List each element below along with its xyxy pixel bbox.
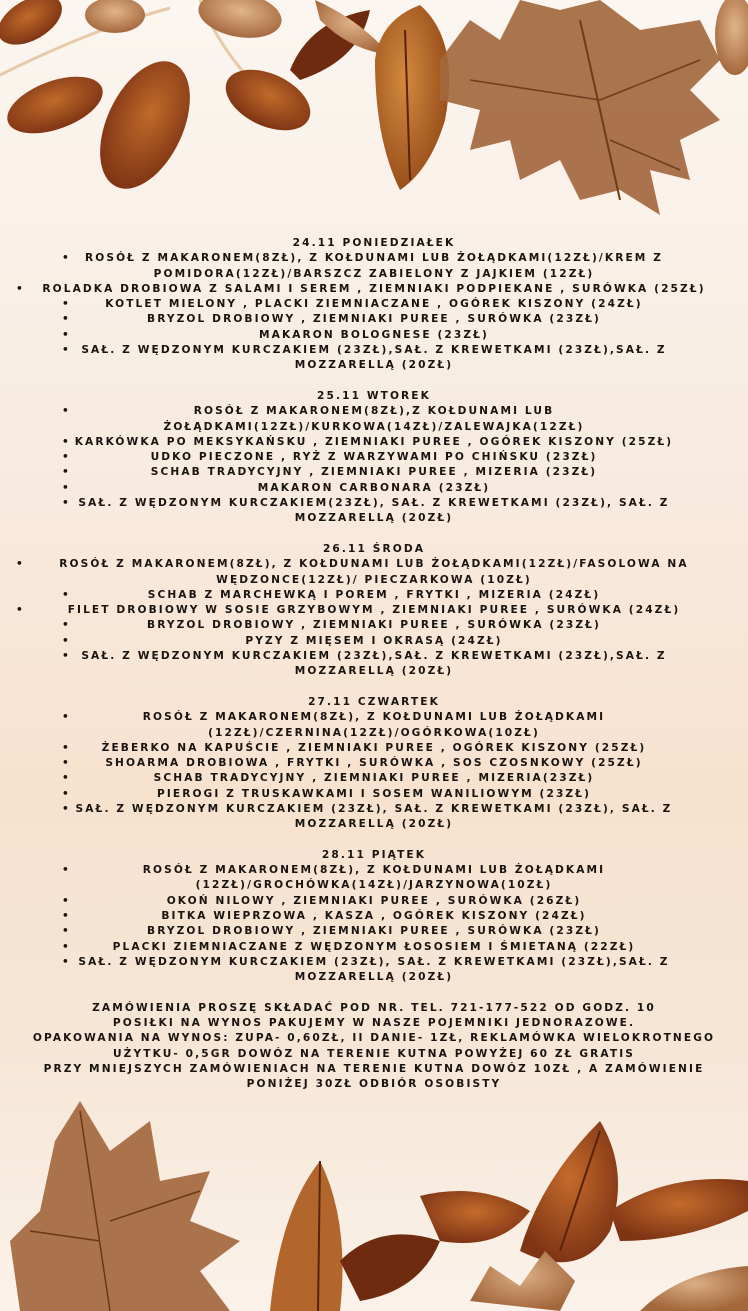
bullet-icon: • <box>62 298 71 311</box>
bullet-icon: • <box>62 466 71 479</box>
menu-item-text: SCHAB Z MARCHEWKĄ I POREM , FRYTKI , MIZERIA (24ZŁ) <box>147 588 601 601</box>
menu-item <box>0 496 748 527</box>
bullet-icon: • <box>62 328 71 341</box>
menu-item-text: SCHAB TRADYCYJNY , ZIEMNIAKI PUREE , MIZERIA(23ZŁ) <box>153 772 595 785</box>
menu-item-text: SCHAB TRADYCYJNY , ZIEMNIAKI PUREE , MIZERIA (23ZŁ) <box>150 466 598 479</box>
menu-item-text: SAŁ. Z WĘDZONYM KURCZAKIEM (23ZŁ), SAŁ. Z KREWETKAMI (23ZŁ), SAŁ. Z MOZZARELLĄ (20ZŁ) <box>75 802 673 831</box>
day-title: 26.11 ŚRODA <box>322 542 426 555</box>
autumn-leaves-top-decoration <box>0 0 748 230</box>
day-title: 28.11 PIĄTEK <box>321 848 427 861</box>
delivery-info-text: PRZY MNIEJSZYCH ZAMÓWIENIACH NA TERENIE KUTNA DOWÓZ 10ZŁ , A ZAMÓWIENIE PONIŻEJ 30ZŁ ODBIÓR OSOBISTY <box>43 1063 705 1091</box>
bullet-icon: • <box>62 481 71 494</box>
bullet-icon: • <box>62 925 71 938</box>
menu-item-text: ROSÓŁ Z MAKARONEM(8ZŁ),Z KOŁDUNAMI LUB ŻOŁĄDKAMI(12ZŁ)/KURKOWA(14ZŁ)/ZALEWAJKA(12ZŁ) <box>163 405 585 433</box>
menu-item-text: SAŁ. Z WĘDZONYM KURCZAKIEM (23ZŁ), SAŁ. Z KREWETKAMI (23ZŁ),SAŁ. Z MOZZARELLĄ (20ZŁ) <box>78 955 670 984</box>
menu-item <box>0 465 748 480</box>
packaging-prices-text: OPAKOWANIA NA WYNOS: ZUPA- 0,60ZŁ, II DANIE- 1ZŁ, REKLAMÓWKA WIELOKROTNEGO UŻYTKU- 0,5GR DOWÓZ NA TERENIE KUTNA POWYŻEJ 60 ZŁ GRATIS <box>32 1032 716 1060</box>
menu-item <box>0 787 748 802</box>
day-tuesday <box>0 389 748 527</box>
menu-item-text: PLACKI ZIEMNIACZANE Z WĘDZONYM ŁOSOSIEM I ŚMIETANĄ (22ZŁ) <box>112 940 636 953</box>
bullet-icon: • <box>62 910 71 923</box>
bullet-icon: • <box>62 344 71 357</box>
menu-item <box>0 894 748 909</box>
bullet-icon: • <box>62 588 71 601</box>
menu-item-text: ROSÓŁ Z MAKARONEM(8ZŁ), Z KOŁDUNAMI LUB ŻOŁĄDKAMI (12ZŁ)/CZERNINA(12ZŁ)/OGÓRKOWA(10ZŁ) <box>142 711 606 739</box>
menu-item <box>0 603 748 618</box>
menu-item <box>0 940 748 955</box>
packaging-text: POSIŁKI NA WYNOS PAKUJEMY W NASZE POJEMNIKI JEDNORAZOWE. <box>112 1017 636 1030</box>
bullet-icon: • <box>62 451 71 464</box>
day-friday <box>0 848 748 986</box>
menu-item-text: SHOARMA DROBIOWA , FRYTKI , SURÓWKA , SOS CZOSNKOWY (25ZŁ) <box>105 757 643 770</box>
menu-item <box>0 710 748 741</box>
day-title: 25.11 WTOREK <box>317 389 431 402</box>
menu-item-text: UDKO PIECZONE , RYŻ Z WARZYWAMI PO CHIŃSKU (23ZŁ) <box>150 451 598 464</box>
menu-item <box>0 557 748 588</box>
bullet-icon: • <box>62 741 71 754</box>
bullet-icon: • <box>62 634 71 647</box>
bullet-icon: • <box>62 864 71 877</box>
menu-item <box>0 435 748 450</box>
menu-item <box>0 955 748 986</box>
menu-item-text: OKOŃ NILOWY , ZIEMNIAKI PUREE , SURÓWKA (26ZŁ) <box>166 894 582 907</box>
menu-item-text: BRYZOL DROBIOWY , ZIEMNIAKI PUREE , SURÓWKA (23ZŁ) <box>147 925 601 938</box>
bullet-icon: • <box>62 405 71 418</box>
menu-item <box>0 282 748 297</box>
menu-item <box>0 312 748 327</box>
bullet-icon: • <box>62 757 71 770</box>
menu-item <box>0 618 748 633</box>
bullet-icon: • <box>16 282 25 295</box>
bullet-icon: • <box>62 313 71 326</box>
menu-item <box>0 328 748 343</box>
bullet-icon: • <box>62 802 71 815</box>
day-title: 24.11 PONIEDZIAŁEK <box>292 237 456 249</box>
menu-item-text: KOTLET MIELONY , PLACKI ZIEMNIACZANE , OGÓREK KISZONY (24ZŁ) <box>105 298 643 311</box>
menu-item-text: ROLADKA DROBIOWA Z SALAMI I SEREM , ZIEMNIAKI PODPIEKANE , SURÓWKA (25ZŁ) <box>42 282 706 295</box>
menu-item <box>0 771 748 786</box>
day-wednesday <box>0 542 748 680</box>
bullet-icon: • <box>62 940 71 953</box>
menu-item <box>0 343 748 374</box>
menu-item <box>0 450 748 465</box>
menu-item <box>0 802 748 833</box>
bullet-icon: • <box>62 787 71 800</box>
menu-item-text: BRYZOL DROBIOWY , ZIEMNIAKI PUREE , SURÓWKA (23ZŁ) <box>147 619 601 632</box>
menu-item <box>0 909 748 924</box>
menu-item-text: SAŁ. Z WĘDZONYM KURCZAKIEM (23ZŁ),SAŁ. Z KREWETKAMI (23ZŁ),SAŁ. Z MOZZARELLĄ (20ZŁ) <box>81 650 667 678</box>
menu-item-text: KARKÓWKA PO MEKSYKAŃSKU , ZIEMNIAKI PUREE , OGÓREK KISZONY (25ZŁ) <box>74 435 674 448</box>
autumn-leaves-bottom-decoration <box>0 1101 748 1311</box>
menu-item <box>0 649 748 680</box>
bullet-icon: • <box>62 711 71 724</box>
menu-item-text: SAŁ. Z WĘDZONYM KURCZAKIEM (23ZŁ),SAŁ. Z KREWETKAMI (23ZŁ),SAŁ. Z MOZZARELLĄ (20ZŁ) <box>81 344 667 372</box>
menu-item <box>0 297 748 312</box>
day-title: 27.11 CZWARTEK <box>308 695 440 708</box>
menu-item-text: PYZY Z MIĘSEM I OKRASĄ (24ZŁ) <box>245 634 503 647</box>
menu-item-text: ROSÓŁ Z MAKARONEM(8ZŁ), Z KOŁDUNAMI LUB ŻOŁĄDKAMI(12ZŁ)/FASOLOWA NA WĘDZONCE(12ZŁ)/ PIECZARKOWA (10ZŁ) <box>59 558 689 586</box>
bullet-icon: • <box>16 604 25 617</box>
bullet-icon: • <box>16 558 25 571</box>
menu-item <box>0 588 748 603</box>
bullet-icon: • <box>62 435 71 448</box>
menu-item-text: ŻEBERKO NA KAPUŚCIE , ZIEMNIAKI PUREE , OGÓREK KISZONY (25ZŁ) <box>101 741 647 754</box>
bullet-icon: • <box>62 894 71 907</box>
menu-item-text: FILET DROBIOWY W SOSIE GRZYBOWYM , ZIEMNIAKI PUREE , SURÓWKA (24ZŁ) <box>67 604 681 617</box>
order-info <box>0 1001 748 1093</box>
bullet-icon: • <box>62 497 71 510</box>
menu-item-text: BRYZOL DROBIOWY , ZIEMNIAKI PUREE , SURÓWKA (23ZŁ) <box>147 313 601 326</box>
menu-item-text: MAKARON BOLOGNESE (23ZŁ) <box>259 328 489 341</box>
menu-item <box>0 634 748 649</box>
menu-item-text: ROSÓŁ Z MAKARONEM(8ZŁ), Z KOŁDUNAMI LUB ŻOŁĄDKAMI(12ZŁ)/KREM Z POMIDORA(12ZŁ)/BARSZCZ ZABIELONY Z JAJKIEM (12ZŁ) <box>84 252 663 280</box>
day-thursday <box>0 695 748 833</box>
menu-item-text: SAŁ. Z WĘDZONYM KURCZAKIEM(23ZŁ), SAŁ. Z KREWETKAMI (23ZŁ), SAŁ. Z MOZZARELLĄ (20ZŁ) <box>78 497 670 525</box>
menu-item-text: BITKA WIEPRZOWA , KASZA , OGÓREK KISZONY (24ZŁ) <box>161 910 587 923</box>
menu-item-text: ROSÓŁ Z MAKARONEM(8ZŁ), Z KOŁDUNAMI LUB ŻOŁĄDKAMI (12ZŁ)/GROCHÓWKA(14ZŁ)/JARZYNOWA(10ZŁ) <box>142 864 606 892</box>
menu-item-text: MAKARON CARBONARA (23ZŁ) <box>257 481 491 494</box>
bullet-icon: • <box>62 650 71 663</box>
bullet-icon: • <box>62 619 71 632</box>
menu-item <box>0 404 748 435</box>
menu-item <box>0 481 748 496</box>
menu-content <box>0 236 748 1093</box>
bullet-icon: • <box>62 955 71 968</box>
menu-item <box>0 863 748 894</box>
menu-item <box>0 251 748 282</box>
menu-item <box>0 756 748 771</box>
bullet-icon: • <box>62 252 71 265</box>
bullet-icon: • <box>62 772 71 785</box>
menu-item <box>0 924 748 939</box>
order-phone-text: ZAMÓWIENIA PROSZĘ SKŁADAĆ POD NR. TEL. 721-177-522 OD GODZ. 10 <box>92 1001 656 1014</box>
day-monday <box>0 236 748 374</box>
menu-item-text: PIEROGI Z TRUSKAWKAMI I SOSEM WANILIOWYM (23ZŁ) <box>156 787 592 800</box>
menu-item <box>0 741 748 756</box>
